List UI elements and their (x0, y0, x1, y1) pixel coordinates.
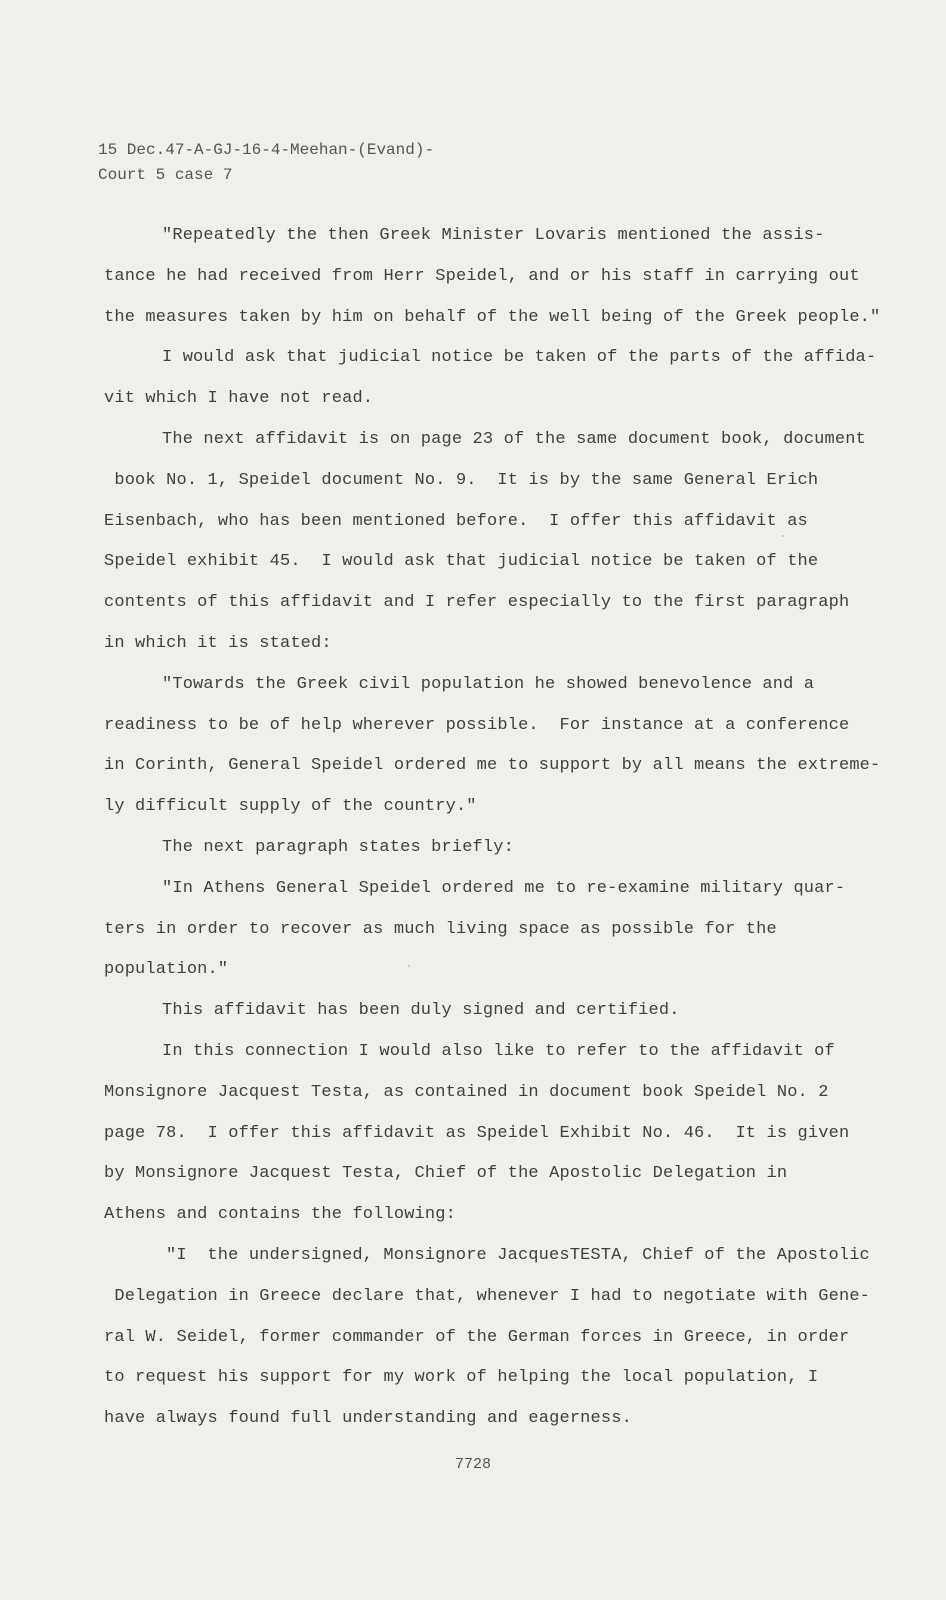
text-line: The next affidavit is on page 23 of the same document book, document (162, 429, 866, 449)
text-line: readiness to be of help wherever possible. For instance at a conference (104, 715, 850, 735)
text-line: "I the undersigned, Monsignore JacquesTESTA, Chief of the Apostolic (166, 1245, 870, 1265)
text-line: page 78. I offer this affidavit as Speidel Exhibit No. 46. It is given (104, 1123, 850, 1143)
text-line: "Towards the Greek civil population he showed benevolence and a (162, 674, 815, 694)
header-court-case: Court 5 case 7 (98, 166, 233, 184)
text-line: in which it is stated: (104, 633, 332, 653)
text-line: ly difficult supply of the country." (104, 797, 477, 817)
page-number: 7728 (454, 1456, 491, 1473)
text-line: Monsignore Jacquest Testa, as contained in document book Speidel No. 2 (104, 1082, 829, 1102)
text-line: In this connection I would also like to refer to the affidavit of (162, 1041, 835, 1061)
text-line: ters in order to recover as much living space as possible for the (104, 919, 777, 939)
text-line: vit which I have not read. (104, 389, 374, 409)
header (98, 138, 434, 188)
text-line: "In Athens General Speidel ordered me to re-examine military quar- (162, 878, 846, 898)
text-line: Athens and contains the following: (104, 1205, 456, 1225)
text-line: ral W. Seidel, former commander of the German forces in Greece, in order (104, 1327, 850, 1347)
text-line: to request his support for my work of helping the local population, I (104, 1368, 819, 1388)
text-line: have always found full understanding and eagerness. (104, 1409, 632, 1429)
text-line: Delegation in Greece declare that, whenever I had to negotiate with Gene- (104, 1286, 871, 1306)
text-line: Eisenbach, who has been mentioned before. I offer this affidavit as (104, 511, 808, 531)
text-line: "Repeatedly the then Greek Minister Lovaris mentioned the assis- (162, 226, 825, 245)
text-line: by Monsignore Jacquest Testa, Chief of the Apostolic Delegation in (104, 1164, 788, 1184)
text-line: book No. 1, Speidel document No. 9. It is by the same General Erich (104, 470, 819, 490)
paper-speck (782, 535, 784, 537)
text-line: Speidel exhibit 45. I would ask that judicial notice be taken of the (104, 552, 819, 572)
text-line: tance he had received from Herr Speidel, and or his staff in carrying out (104, 266, 860, 286)
text-line: contents of this affidavit and I refer especially to the first paragraph (104, 593, 850, 613)
text-line: The next paragraph states briefly: (162, 837, 514, 857)
text-line: I would ask that judicial notice be taken of the parts of the affida- (162, 348, 877, 368)
text-line: This affidavit has been duly signed and certified. (162, 1001, 680, 1021)
text-line: population." (104, 960, 229, 980)
text-line: in Corinth, General Speidel ordered me to support by all means the extreme- (104, 756, 881, 776)
paper-speck (408, 965, 410, 967)
text-line: the measures taken by him on behalf of the well being of the Greek people." (104, 307, 881, 327)
header-reference: 15 Dec.47-A-GJ-16-4-Meehan-(Evand)- (98, 141, 435, 159)
body-text (104, 216, 881, 1440)
